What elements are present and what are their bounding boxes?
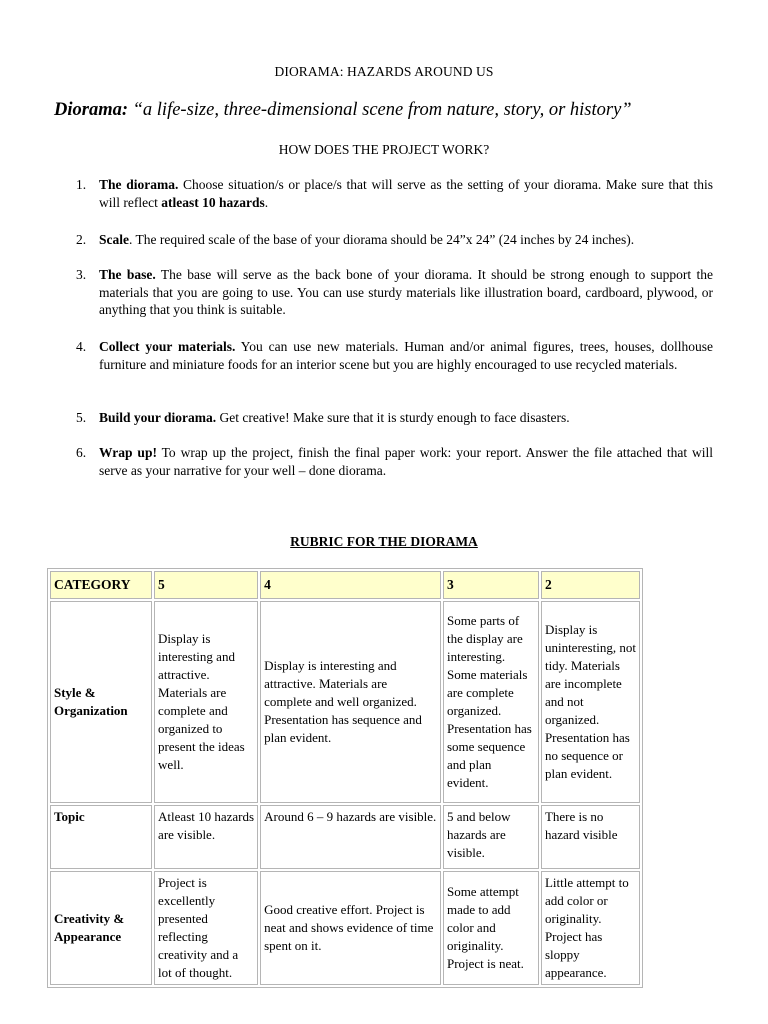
step-number: 1. [76, 177, 87, 192]
step-text: . The required scale of the base of your diorama should be 24”x 24” (24 inches by 24 inches). [129, 232, 635, 247]
rubric-cell: 5 and below hazards are visible. [443, 805, 539, 869]
rubric-cell: Some attempt made to add color and originality. Project is neat. [443, 871, 539, 985]
step-number: 6. [76, 445, 87, 460]
definition-term: Diorama: [54, 100, 128, 120]
section-heading: HOW DOES THE PROJECT WORK? [278, 142, 490, 157]
rubric-cell: Around 6 – 9 hazards are visible. [260, 805, 441, 869]
step-lead: Scale [99, 232, 129, 247]
header-cell-category: CATEGORY [50, 571, 152, 599]
rubric-title: RUBRIC FOR THE DIORAMA [290, 534, 478, 549]
step-body [99, 231, 713, 249]
document-title: DIORAMA: HAZARDS AROUND US [274, 64, 494, 79]
rubric-cell: Little attempt to add color or originality. Project has sloppy appearance. [541, 871, 640, 985]
step-number: 3. [76, 267, 87, 282]
step-emphasis: atleast 10 hazards [161, 194, 265, 210]
rubric-cell: Atleast 10 hazards are visible. [154, 805, 258, 869]
rubric-cell: Project is excellently presented reflecting creativity and a lot of thought. [154, 871, 258, 985]
header-cell-score: 4 [260, 571, 441, 599]
rubric-cell: Display is interesting and attractive. Materials are complete and well organized. Presentation has sequence and plan evident. [260, 601, 441, 803]
step-lead: Wrap up! [99, 445, 157, 460]
step-text: To wrap up the project, finish the final paper work: your report. Answer the file attached that will serve as your narrative for your well – done diorama. [99, 445, 713, 478]
step-tail: . [264, 194, 269, 210]
step-lead: The base. [99, 267, 156, 282]
step-lead: The diorama. [99, 177, 179, 192]
step-number: 5. [76, 410, 87, 425]
category-cell: Creativity & Appearance [50, 871, 152, 985]
step-text: Get creative! Make sure that it is sturdy enough to face disasters. [216, 410, 570, 425]
step-body [99, 266, 713, 319]
header-cell-score: 2 [541, 571, 640, 599]
rubric-cell: There is no hazard visible [541, 805, 640, 869]
rubric-cell: Display is uninteresting, not tidy. Materials are incomplete and not organized. Presentation has no sequence or plan evident. [541, 601, 640, 803]
step-body [99, 444, 713, 479]
rubric-header-row [50, 571, 640, 599]
table-row [50, 805, 640, 869]
rubric-cell: Display is interesting and attractive. Materials are complete and organized to present the ideas well. [154, 601, 258, 803]
category-cell: Topic [50, 805, 152, 869]
step-text: Choose situation/s or place/s that will serve as the setting of your diorama. Make sure that this will reflect [99, 177, 713, 210]
header-cell-score: 5 [154, 571, 258, 599]
step-text: The base will serve as the back bone of your diorama. It should be strong enough to support the materials that you are going to use. You can use sturdy materials like illustration board, cardboard, plywood, or anything that you think is suitable. [99, 267, 713, 317]
rubric-cell: Some parts of the display are interesting. Some materials are complete organized. Presentation has some sequence and plan evident. [443, 601, 539, 803]
table-row [50, 601, 640, 803]
header-cell-score: 3 [443, 571, 539, 599]
diorama-definition [54, 100, 754, 121]
table-row [50, 871, 640, 985]
step-body [99, 409, 713, 427]
step-number: 2. [76, 232, 87, 247]
rubric-cell: Good creative effort. Project is neat and shows evidence of time spent on it. [260, 871, 441, 985]
step-lead: Collect your materials. [99, 339, 236, 354]
step-body [99, 176, 713, 211]
rubric-table [47, 568, 643, 988]
category-cell: Style & Organization [50, 601, 152, 803]
definition-text: “a life-size, three-dimensional scene from nature, story, or history” [132, 100, 632, 120]
step-number: 4. [76, 339, 87, 354]
step-lead: Build your diorama. [99, 410, 217, 425]
step-text: You can use new materials. Human and/or animal figures, trees, houses, dollhouse furniture and miniature foods for an interior scene but you are highly encouraged to use recycled materials. [99, 339, 714, 372]
step-body [99, 338, 713, 373]
